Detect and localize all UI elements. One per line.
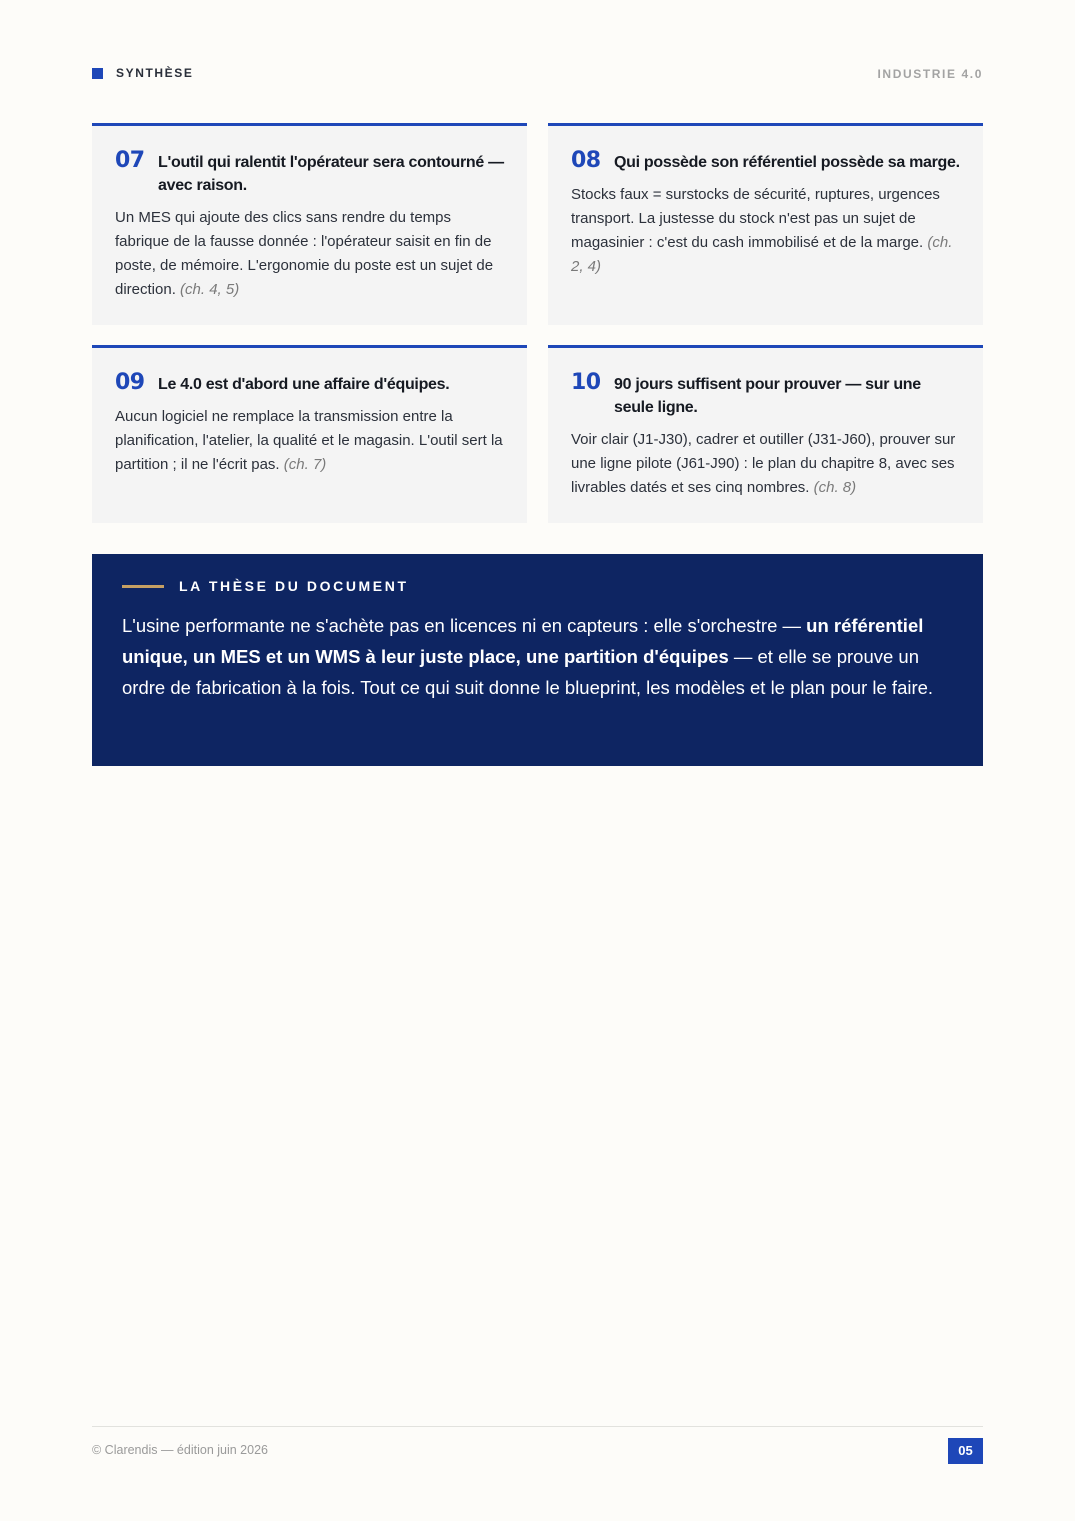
thesis-label: LA THÈSE DU DOCUMENT [179, 578, 409, 594]
card-number: 07 [115, 148, 145, 173]
card-body [115, 405, 505, 477]
card-body [571, 183, 961, 279]
page-header [92, 66, 983, 84]
takeaway-card-10 [548, 345, 983, 523]
card-number: 10 [571, 370, 601, 395]
chapter-reference: (ch. 8) [813, 479, 857, 496]
card-body [571, 428, 961, 500]
footer-copyright: © Clarendis — édition juin 2026 [92, 1443, 268, 1457]
document-label: INDUSTRIE 4.0 [877, 67, 983, 81]
card-title: L'outil qui ralentit l'opérateur sera contourné — avec raison. [158, 154, 504, 194]
page-number-badge: 05 [948, 1438, 983, 1464]
card-number: 08 [571, 148, 601, 173]
chapter-reference: (ch. 2, 4) [571, 234, 953, 275]
card-title: Le 4.0 est d'abord une affaire d'équipes. [158, 376, 450, 393]
card-text: Voir clair (J1-J30), cadrer et outiller (J31-J60), prouver sur une ligne pilote (J61-J90) : le plan du chapitre 8, avec ses livrables datés et ses cinq nombres. [571, 431, 956, 496]
thesis-text-end: — et elle se prouve un ordre de fabrication à la fois. Tout ce qui suit donne le blueprint, les modèles et le plan pour le faire. [122, 646, 934, 698]
thesis-panel [92, 554, 983, 766]
card-title: Qui possède son référentiel possède sa marge. [614, 154, 960, 171]
gold-rule [122, 585, 164, 588]
card-text: Stocks faux = surstocks de sécurité, ruptures, urgences transport. La justesse du stock n'est pas un sujet de magasinier : c'est du cash immobilisé et de la marge. [571, 186, 940, 251]
card-text: Aucun logiciel ne remplace la transmission entre la planification, l'atelier, la qualité et le magasin. L'outil sert la partition ; il ne l'écrit pas. [115, 408, 503, 473]
card-body [115, 206, 505, 302]
chapter-reference: (ch. 4, 5) [180, 281, 240, 298]
thesis-text-emphasis: un référentiel unique, un MES et un WMS à leur juste place, une partition d'équipes [122, 615, 924, 667]
section-marker [92, 66, 193, 80]
footer-divider [92, 1426, 983, 1427]
section-square-icon [92, 68, 103, 79]
card-text: Un MES qui ajoute des clics sans rendre du temps fabrique de la fausse donnée : l'opérateur saisit en fin de poste, de mémoire. L'ergonomie du poste est un sujet de direction. [115, 209, 494, 298]
card-number: 09 [115, 370, 145, 395]
takeaway-card-07 [92, 123, 527, 325]
chapter-reference: (ch. 7) [283, 456, 327, 473]
card-title: 90 jours suffisent pour prouver — sur une seule ligne. [614, 376, 921, 416]
thesis-text-start: L'usine performante ne s'achète pas en licences ni en capteurs : elle s'orchestre — [122, 615, 807, 636]
section-label: SYNTHÈSE [116, 66, 194, 80]
thesis-text [122, 610, 953, 703]
takeaway-card-08 [548, 123, 983, 325]
takeaway-card-09 [92, 345, 527, 523]
